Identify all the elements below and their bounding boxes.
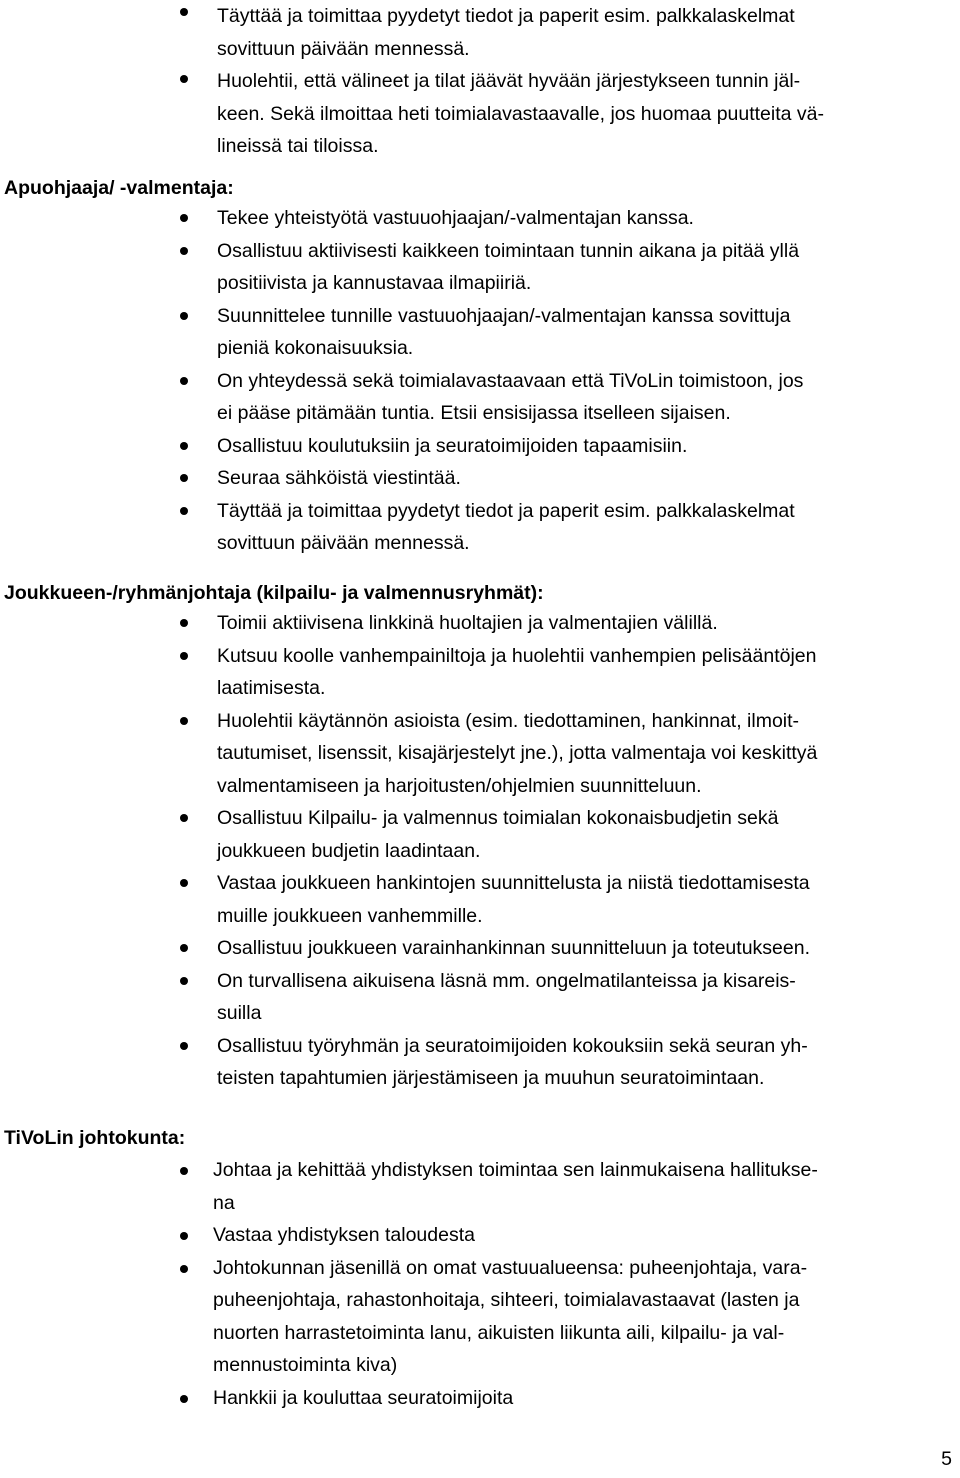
list-item-line: Osallistuu työryhmän ja seuratoimijoiden kokouksiin sekä seuran yh-: [217, 1034, 808, 1057]
list-item-line: Osallistuu joukkueen varainhankinnan suunnitteluun ja toteutukseen.: [217, 937, 810, 959]
list-item-line: Suunnittelee tunnille vastuuohjaajan/-valmentajan kanssa sovittuja: [217, 304, 791, 327]
list-item: [0, 1252, 960, 1382]
list-item-line: On turvallisena aikuisena läsnä mm. ongelmatilanteissa ja kisareis-: [217, 969, 796, 992]
list-item-line: Vastaa yhdistyksen taloudesta: [213, 1224, 475, 1246]
list-item: [0, 495, 960, 560]
page-number: 5: [941, 1448, 952, 1470]
list-item-line: puheenjohtaja, rahastonhoitaja, sihteeri, toimialavastaavat (lasten ja: [213, 1289, 800, 1311]
list-item-line: tautumiset, lisenssit, kisajärjestelyt jne.), jotta valmentaja voi keskittyä: [217, 742, 818, 764]
list-item-line: Toimii aktiivisena linkkinä huoltajien ja valmentajien välillä.: [217, 612, 718, 634]
list-item: [0, 1219, 960, 1252]
list-item-line: joukkueen budjetin laadintaan.: [217, 839, 481, 862]
list-item-line: teisten tapahtumien järjestämiseen ja muuhun seuratoimintaan.: [217, 1067, 765, 1089]
list-item: [0, 462, 960, 495]
list-item-line: Huolehtii käytännön asioista (esim. tiedottaminen, hankinnat, ilmoit-: [217, 709, 800, 732]
list-item-line: Kutsuu koolle vanhempainiltoja ja huolehtii vanhempien pelisääntöjen: [217, 644, 817, 667]
list-item: [0, 365, 960, 430]
list-item-line: Hankkii ja kouluttaa seuratoimijoita: [213, 1386, 514, 1409]
list-item-line: Osallistuu koulutuksiin ja seuratoimijoiden tapaamisiin.: [217, 434, 688, 457]
list-item: [0, 235, 960, 300]
list-item-line: laatimisesta.: [217, 677, 326, 699]
list-item-line: Osallistuu aktiivisesti kaikkeen toimintaan tunnin aikana ja pitää yllä: [217, 239, 800, 262]
list-item-line: Tekee yhteistyötä vastuuohjaajan/-valmentajan kanssa.: [217, 207, 694, 229]
list-item-line: keen. Sekä ilmoittaa heti toimialavastaavalle, jos huomaa puutteita vä-: [217, 102, 825, 125]
list-item-line: nuorten harrastetoiminta lanu, aikuisten liikunta aili, kilpailu- ja val-: [213, 1321, 785, 1344]
list-item-line: Johtaa ja kehittää yhdistyksen toimintaa sen lainmukaisena hallitukse-: [213, 1159, 818, 1181]
list-item: [0, 65, 960, 163]
list-item: [0, 867, 960, 932]
bullet-list: [0, 607, 960, 1095]
list-item: [0, 430, 960, 463]
list-item-line: Täyttää ja toimittaa pyydetyt tiedot ja paperit esim. palkkalaskelmat: [217, 5, 795, 27]
section-heading-apuohjaaja: Apuohjaaja/ -valmentaja:: [4, 177, 234, 199]
list-item-line: ei pääse pitämään tuntia. Etsii ensisijassa itselleen sijaisen.: [217, 402, 731, 424]
list-item-line: Täyttää ja toimittaa pyydetyt tiedot ja paperit esim. palkkalaskelmat: [217, 499, 795, 522]
list-item: [0, 1030, 960, 1095]
list-item-line: Johtokunnan jäsenillä on omat vastuualueensa: puheenjohtaja, vara-: [213, 1256, 808, 1279]
list-item-line: muille joukkueen vanhemmille.: [217, 904, 483, 927]
list-item-line: pieniä kokonaisuuksia.: [217, 337, 414, 359]
list-item: [0, 1154, 960, 1219]
list-item: [0, 802, 960, 867]
section-joukkueenjohtaja: [0, 607, 960, 1095]
list-item: [0, 705, 960, 803]
list-item: [0, 640, 960, 705]
list-item-line: na: [213, 1191, 235, 1214]
list-item: [0, 300, 960, 365]
list-item-line: suilla: [217, 1002, 262, 1024]
list-item-line: lineissä tai tiloissa.: [217, 135, 379, 157]
list-item-line: Vastaa joukkueen hankintojen suunnittelusta ja niistä tiedottamisesta: [217, 872, 810, 894]
section-apuohjaaja: [0, 202, 960, 560]
section-heading-joukkueenjohtaja: Joukkueen-/ryhmänjohtaja (kilpailu- ja valmennusryhmät):: [4, 582, 544, 604]
list-item-line: Seuraa sähköistä viestintää.: [217, 467, 461, 489]
list-item-line: Osallistuu Kilpailu- ja valmennus toimialan kokonaisbudjetin sekä: [217, 807, 779, 829]
list-item-line: valmentamiseen ja harjoitusten/ohjelmien suunnitteluun.: [217, 774, 702, 797]
list-item-line: On yhteydessä sekä toimialavastaavaan että TiVoLin toimistoon, jos: [217, 369, 804, 392]
section-johtokunta: [0, 1154, 960, 1414]
list-item-line: sovittuun päivään mennessä.: [217, 37, 470, 60]
bullet-list: [0, 0, 960, 163]
section-continued: [0, 0, 960, 163]
bullet-list: [0, 202, 960, 560]
section-heading-johtokunta: TiVoLin johtokunta:: [4, 1127, 186, 1149]
bullet-list: [0, 1154, 960, 1414]
list-item: [0, 607, 960, 640]
list-item-line: sovittuun päivään mennessä.: [217, 532, 470, 554]
list-item: [0, 1382, 960, 1415]
list-item-line: mennustoiminta kiva): [213, 1354, 398, 1376]
list-item: [0, 932, 960, 965]
list-item: [0, 0, 960, 65]
list-item-line: positiivista ja kannustavaa ilmapiiriä.: [217, 272, 532, 294]
list-item: [0, 202, 960, 235]
list-item: [0, 965, 960, 1030]
list-item-line: Huolehtii, että välineet ja tilat jäävät hyvään järjestykseen tunnin jäl-: [217, 70, 801, 92]
